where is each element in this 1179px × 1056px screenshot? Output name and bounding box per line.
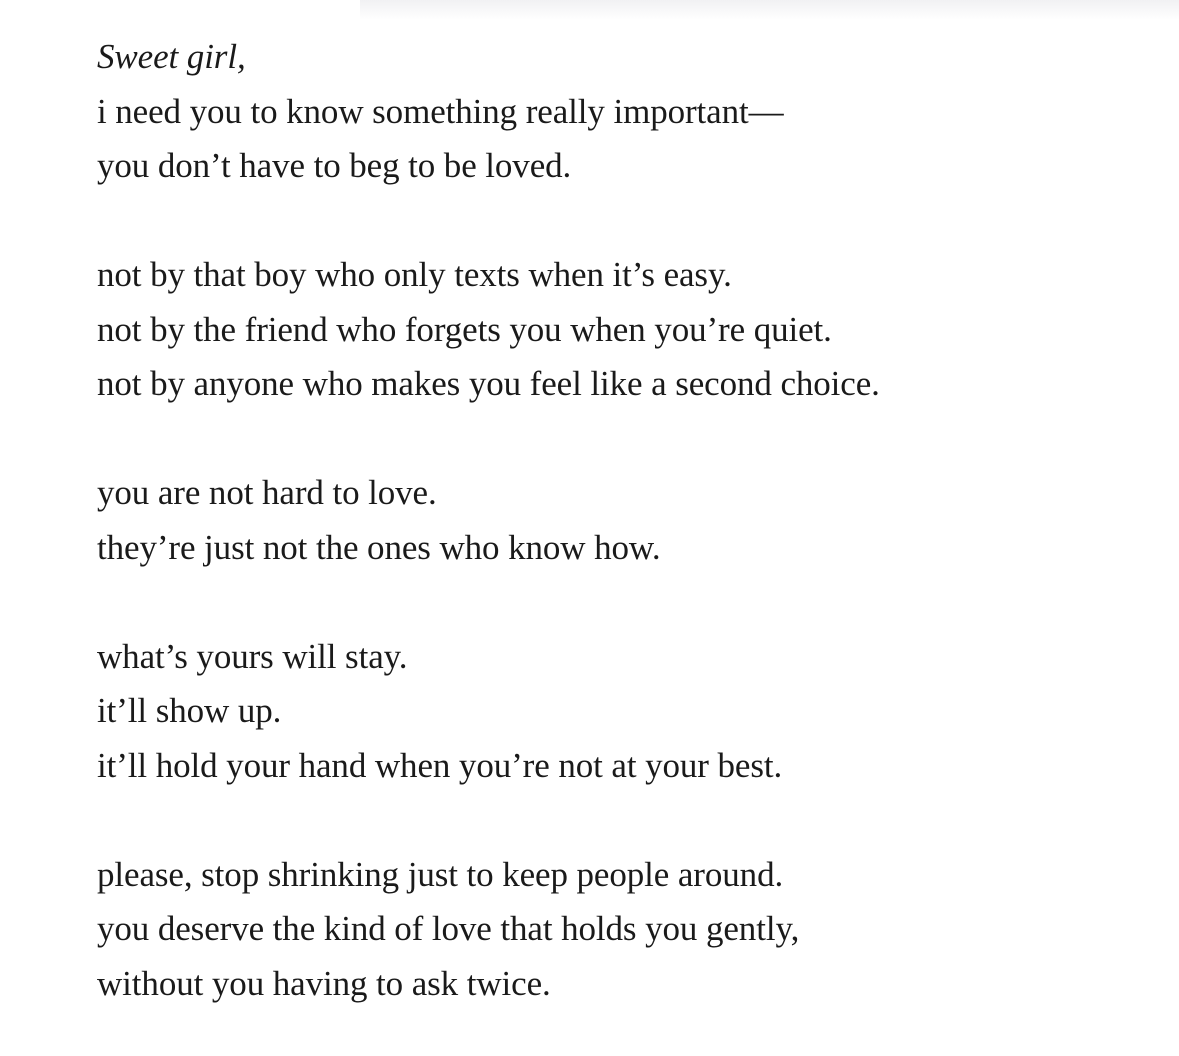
stanza-break	[97, 793, 1157, 848]
salutation-line: Sweet girl,	[97, 37, 246, 76]
stanza-break	[97, 412, 1157, 467]
top-edge-shadow	[360, 0, 1179, 20]
poem-line: i need you to know something really important—	[97, 91, 784, 131]
poem-line: you don’t have to beg to be loved.	[97, 146, 572, 185]
poem-line: not by the friend who forgets you when you’re quiet.	[97, 309, 832, 349]
poem-line: you deserve the kind of love that holds you gently,	[97, 909, 800, 948]
poem-line: they’re just not the ones who know how.	[97, 527, 661, 567]
stanza-break	[97, 575, 1157, 630]
stanza-break	[97, 194, 1157, 249]
poem-line: not by that boy who only texts when it’s easy.	[97, 255, 732, 294]
poem-line: what’s yours will stay.	[97, 636, 408, 676]
poem-line: without you having to ask twice.	[97, 963, 551, 1003]
poem-line: it’ll show up.	[97, 691, 282, 730]
poem-line: not by anyone who makes you feel like a second choice.	[97, 364, 880, 403]
poem-line: please, stop shrinking just to keep people around.	[97, 854, 784, 894]
poem-line: it’ll hold your hand when you’re not at your best.	[97, 745, 783, 785]
poem-text	[97, 30, 1157, 1011]
poem-line: you are not hard to love.	[97, 473, 437, 512]
